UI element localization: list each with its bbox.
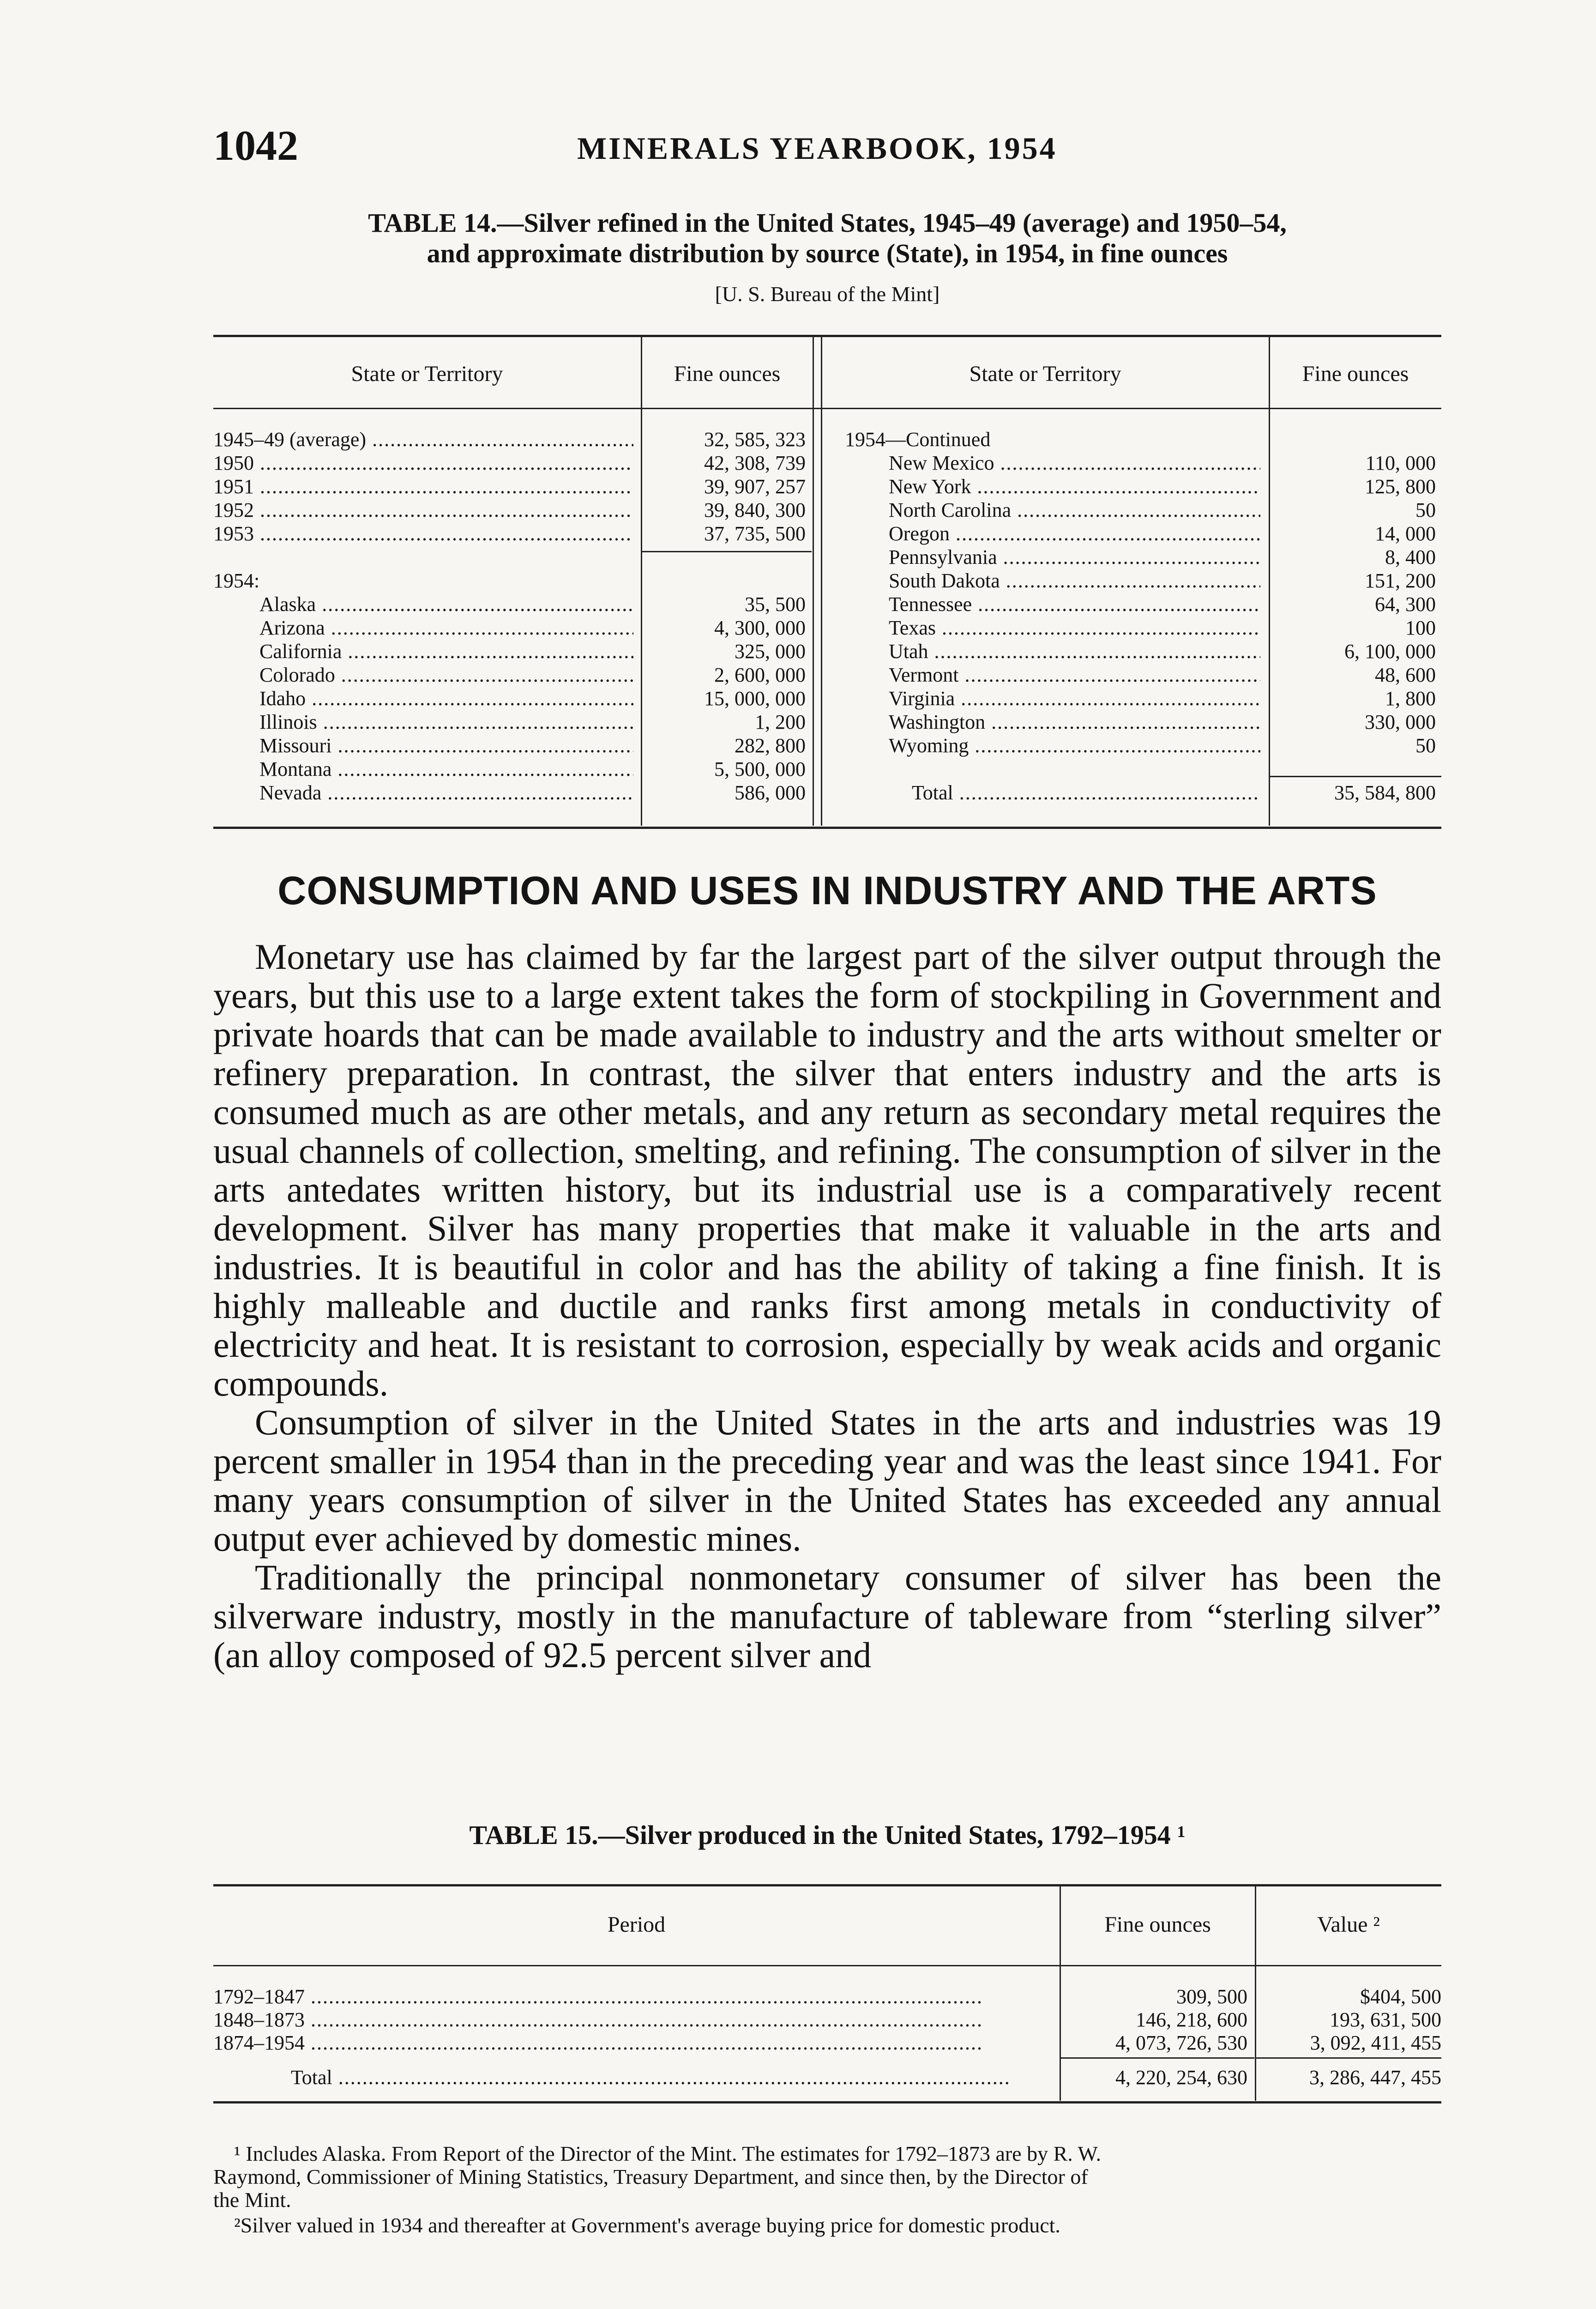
table15-total-ounces: 4, 220, 254, 630 [1115, 2066, 1247, 2089]
table14-row-value: 110, 000 [1365, 452, 1436, 474]
table14-row-label: North Carolina ..... [889, 499, 1260, 521]
table14-row-value: 42, 308, 739 [704, 452, 806, 474]
table14-header-rule [213, 408, 1441, 409]
table14-row-value: 125, 800 [1365, 475, 1436, 498]
section-heading: CONSUMPTION AND USES IN INDUSTRY AND THE ARTS [277, 869, 1377, 913]
table14-row-value: 35, 500 [745, 593, 806, 616]
table15-row-period: 1848–1873 ..... [213, 2009, 1051, 2031]
table14-row-value: 64, 300 [1375, 593, 1436, 616]
table14-row-value: 151, 200 [1365, 569, 1436, 592]
table14-row-label: Tennessee ..... [889, 593, 1260, 616]
table14-row-label: 1951 ..... [213, 476, 633, 498]
table15-col-ounces: Fine ounces [1104, 1912, 1211, 1937]
table14-row-label: Nevada ..... [259, 782, 633, 804]
table15-row-value: 193, 631, 500 [1330, 2008, 1441, 2031]
table14-row-value: 50 [1415, 499, 1436, 521]
table14-bottom-rule [213, 827, 1441, 829]
table14-row-value: 15, 000, 000 [704, 687, 806, 710]
table14-row-label: 1953 ..... [213, 523, 633, 545]
table15-caption: TABLE 15.—Silver produced in the United States, 1792–1954 ¹ [469, 1820, 1186, 1850]
table14-row-label: 1950 ..... [213, 452, 633, 474]
table14-row-value: 1, 200 [755, 711, 806, 733]
table14-total-value: 35, 584, 800 [1334, 781, 1436, 804]
table14-row-label: New Mexico ..... [889, 452, 1260, 474]
table14-row-value: 39, 840, 300 [704, 499, 806, 521]
table14-row-label: California ..... [259, 641, 633, 663]
table14-row-value: 8, 400 [1385, 546, 1436, 568]
table14-row-label: Montana ..... [259, 758, 633, 780]
table14-col-ounces-right: Fine ounces [1302, 362, 1409, 386]
table15-total-value: 3, 286, 447, 455 [1309, 2066, 1441, 2089]
table14-row-label: 1952 ..... [213, 499, 633, 521]
table14-row-value: 282, 800 [735, 734, 806, 757]
table14-row-value: 1, 800 [1385, 687, 1436, 710]
table14-row-label: Vermont ..... [889, 664, 1260, 686]
table15-row-ounces: 4, 073, 726, 530 [1115, 2031, 1247, 2054]
footnote-2: ²Silver valued in 1934 and thereafter at Government's average buying price for domestic product. [234, 2213, 1060, 2237]
table15-total-rule [1060, 2057, 1254, 2059]
table14-caption-line1: TABLE 14.—Silver refined in the United States, 1945–49 (average) and 1950–54, [368, 208, 1287, 238]
table14-divider [821, 336, 822, 826]
table14-subtotal-rule [642, 551, 812, 552]
table14-row-label: Washington ..... [889, 711, 1260, 733]
table14-row-value: 48, 600 [1375, 664, 1436, 686]
page-number: 1042 [213, 122, 298, 169]
table14-row-value: 32, 585, 323 [704, 428, 806, 451]
paragraph: Consumption of silver in the United States in the arts and industries was 19 percent smaller in 1954 than in the preceding year and was the least since 1941. For many years consumption of silver in the United States has exceeded any annual output ever achieved by domestic mines. [213, 1402, 1441, 1559]
table15-bottom-rule [213, 2101, 1441, 2103]
table14-row-value: 50 [1415, 734, 1436, 757]
table14-row-label: 1954: [213, 570, 260, 592]
table14-row-value: 14, 000 [1375, 522, 1436, 545]
table14-row-value: 2, 600, 000 [714, 664, 806, 686]
table14-total-rule [1270, 776, 1441, 777]
table14-row-label: Missouri ..... [259, 735, 633, 757]
paragraph: Monetary use has claimed by far the largest part of the silver output through the years, but this use to a large extent takes the form of stockpiling in Government and private hoards that can be made available to industry and the arts without smelter or refinery preparation. In contrast, the silver that enters industry and the arts is consumed much as are other metals, and any return as secondary metal requires the usual channels of collection, smelting, and refining. The consumption of silver in the arts antedates written history, but its industrial use is a comparatively recent development. Silver has many properties that make it valuable in the arts and industries. It is beautiful in color and has the ability of taking a fine finish. It is highly malleable and ductile and ranks first among metals in conductivity of electricity and heat. It is resistant to corrosion, especially by weak acids and organic compounds. [213, 937, 1441, 1403]
table14-row-value: 39, 907, 257 [704, 475, 806, 498]
table14-row-value: 37, 735, 500 [704, 522, 806, 545]
table15-row-ounces: 146, 218, 600 [1136, 2008, 1247, 2031]
table15-total-period: Total ..... [291, 2067, 1051, 2089]
table15-col-value: Value ² [1317, 1912, 1380, 1937]
table14-row-label: Illinois ..... [259, 711, 633, 733]
table15-row-period: 1792–1847 ..... [213, 1986, 1051, 2008]
table14-row-label: New York ..... [889, 476, 1260, 498]
table14-caption-line2: and approximate distribution by source (State), in 1954, in fine ounces [427, 238, 1228, 268]
table14-col-state-right: State or Territory [969, 362, 1121, 386]
table15-row-period: 1874–1954 ..... [213, 2032, 1051, 2054]
footnote-1-line: Raymond, Commissioner of Mining Statistics, Treasury Department, and since then, by the Director of [213, 2165, 1088, 2188]
table14-row-label: Colorado ..... [259, 664, 633, 686]
table14-row-label: Utah ..... [889, 641, 1260, 663]
footnote-1-line: ¹ Includes Alaska. From Report of the Director of the Mint. The estimates for 1792–1873 are by R. W. [234, 2142, 1102, 2165]
table14-row-label: 1954—Continued [845, 429, 991, 451]
footnote-1-line: the Mint. [213, 2188, 291, 2212]
table14-top-rule [213, 335, 1441, 337]
table14-row-label: Wyoming ..... [889, 735, 1260, 757]
table14-row-value: 586, 000 [735, 781, 806, 804]
table14-row-value: 4, 300, 000 [714, 617, 806, 639]
table14-row-label: Virginia ..... [889, 688, 1260, 710]
table15-top-rule [213, 1884, 1441, 1886]
table14-row-label: Oregon ..... [889, 523, 1260, 545]
table14-col-ounces-left: Fine ounces [674, 362, 781, 386]
table14-divider [813, 336, 814, 826]
table14-source: [U. S. Bureau of the Mint] [715, 282, 940, 306]
table14-row-label: Texas ..... [889, 617, 1260, 639]
table14-row-label: 1945–49 (average) ..... [213, 429, 633, 451]
table14-caption [213, 208, 1441, 269]
table15-total-rule [1256, 2057, 1441, 2059]
table14-row-value: 5, 500, 000 [714, 758, 806, 780]
table14-row-label: Arizona ..... [259, 617, 633, 639]
table15-row-value: 3, 092, 411, 455 [1310, 2031, 1441, 2054]
table15-header-rule [213, 1965, 1441, 1966]
table14-row-value: 325, 000 [735, 640, 806, 663]
table14-row-value: 330, 000 [1365, 711, 1436, 733]
table14-row-label: South Dakota ..... [889, 570, 1260, 592]
table14-row-value: 6, 100, 000 [1344, 640, 1436, 663]
table14-total-label: Total ..... [912, 782, 1260, 804]
table15-row-value: $404, 500 [1360, 1985, 1441, 2008]
table14-row-label: Pennsylvania ..... [889, 546, 1260, 568]
running-title: MINERALS YEARBOOK, 1954 [577, 131, 1057, 166]
table14-row-label: Idaho ..... [259, 688, 633, 710]
table14-row-label: Alaska ..... [259, 593, 633, 616]
table15-row-ounces: 309, 500 [1176, 1985, 1247, 2008]
paragraph: Traditionally the principal nonmonetary consumer of silver has been the silverware industry, mostly in the manufacture of tableware from “sterling silver” (an alloy composed of 92.5 percent silver and [213, 1557, 1441, 1675]
table14-row-value: 100 [1405, 617, 1436, 639]
table14-col-state-left: State or Territory [351, 362, 503, 386]
table15-col-period: Period [607, 1912, 666, 1937]
body-text [213, 937, 1441, 1674]
